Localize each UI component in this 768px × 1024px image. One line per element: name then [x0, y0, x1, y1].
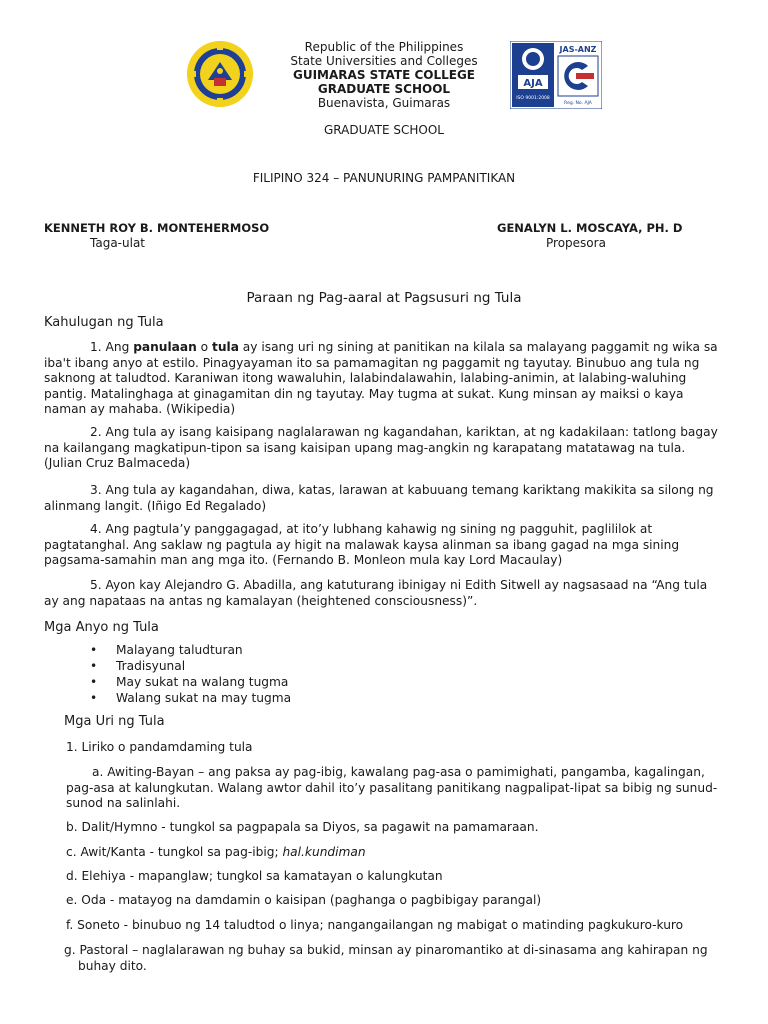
header-college: GUIMARAS STATE COLLEGE: [293, 68, 475, 82]
uri-item-c-example: hal.kundiman: [282, 845, 366, 859]
header-block: [0, 40, 768, 110]
course-title: FILIPINO 324 – PANUNURING PAMPANITIKAN: [252, 171, 516, 185]
definition-1: [44, 340, 724, 418]
list-item: • Malayang taludturan: [90, 642, 291, 658]
list-item: • Tradisyunal: [90, 658, 291, 674]
uri-item-c: [66, 845, 366, 861]
section-heading-anyo: Mga Anyo ng Tula: [44, 620, 159, 635]
header-republic: Republic of the Philippines: [304, 40, 464, 54]
professor-name: GENALYN L. MOSCAYA, PH. D: [497, 221, 683, 235]
uri-item-e: e. Oda - matayog na damdamin o kaisipan (paghanga o pagbibigay parangal): [66, 893, 542, 907]
anyo-list: [90, 642, 291, 706]
uri-item-a-text: a. Awiting-Bayan – ang paksa ay pag-ibig, kawalang pag-asa o pamimighati, pangamba, kagalingan, pag-asa at kalungkutan. Walang awtor dahil ito’y pasalitang panitikang nagpalipat-lipat sa bibig ng sunud-sunod na salinlahi.: [66, 765, 718, 810]
term-panulaan: panulaan: [133, 340, 197, 354]
reporter-role: Taga-ulat: [90, 236, 145, 250]
definition-3-text: 3. Ang tula ay kagandahan, diwa, katas, larawan at kabuuang temang kariktang makikita sa silong ng alinmang langit. (Iñigo Ed Regalado): [44, 483, 714, 513]
department-title: GRADUATE SCHOOL: [324, 123, 444, 137]
uri-liriko: 1. Liriko o pandamdaming tula: [66, 740, 253, 754]
uri-item-b: b. Dalit/Hymno - tungkol sa pagpapala sa Diyos, sa pagawit na pamamaraan.: [66, 820, 539, 834]
definition-1-mid: o: [196, 340, 213, 354]
definition-5: [44, 578, 724, 609]
definition-4: [44, 522, 724, 569]
uri-item-c-text: c. Awit/Kanta - tungkol sa pag-ibig;: [66, 845, 283, 859]
definition-3: [44, 483, 724, 514]
header-graduate-school: GRADUATE SCHOOL: [317, 82, 451, 96]
reporter-name: KENNETH ROY B. MONTEHERMOSO: [44, 221, 270, 235]
definition-2-text: 2. Ang tula ay isang kaisipang naglalarawan ng kagandahan, kariktan, at ng kadakilaan: tatlong bagay na kailangang magkatipun-tipon sa isang kaisipan upang mag-angkin ng karapatang matatawag na tula. (Julian Cruz Balmaceda): [44, 425, 718, 470]
uri-item-f: f. Soneto - binubuo ng 14 taludtod o linya; nangangailangan ng mabigat o matinding pagkukuro-kuro: [66, 918, 684, 932]
certification-logo: [510, 41, 602, 109]
uri-item-a: [66, 765, 722, 812]
cert-iso-text: ISO 9001:2008: [516, 96, 550, 101]
header-address: Buenavista, Guimaras: [317, 96, 451, 110]
uri-item-g: [64, 943, 724, 974]
term-tula: tula: [212, 340, 239, 354]
definition-5-text: 5. Ayon kay Alejandro G. Abadilla, ang katuturang ibinigay ni Edith Sitwell ay nagsasaad na “Ang tula ay ang napataas na antas ng kamalayan (heightened consciousness)”.: [44, 578, 708, 608]
list-item: • Walang sukat na may tugma: [90, 690, 291, 706]
cert-mark-text: AJA: [523, 78, 543, 89]
section-heading-uri: Mga Uri ng Tula: [64, 714, 165, 729]
definition-4-text: 4. Ang pagtula’y panggagagad, at ito’y lubhang kahawig ng sining ng pagguhit, paglililok at pagtatanghal. Ang saklaw ng pagtula ay higit na malawak kaysa alinman sa ibang gagad na mga sining pagsama-samahin man ang mga ito. (Fernando B. Monleon mula kay Lord Macaulay): [44, 522, 680, 567]
definition-2: [44, 425, 724, 472]
professor-role: Propesora: [546, 236, 606, 250]
uri-item-g-text: g. Pastoral – naglalarawan ng buhay sa bukid, minsan ay pinaromantiko at di-sinasama ang kahirapan ng buhay dito.: [64, 943, 708, 973]
list-item: • May sukat na walang tugma: [90, 674, 291, 690]
definition-1-text: ay isang uri ng sining at panitikan na kilala sa malayang paggamit ng wika sa iba't ibang anyo at estilo. Pinagyayaman ito sa pamamagitan ng paggamit ng tayutay. Binubuo ang tula ng saknong at taludtod. Karaniwan itong wawaluhin, lalabindalawahin, lalabing-animin, at lalabing-waluhing pantig. Matalinghaga at ginagamitan din ng tayutay. May tugma at sukat. Kung minsan ay maiksi o kaya naman ay mahaba. (Wikipedia): [44, 340, 718, 416]
definition-1-num: 1. Ang: [90, 340, 134, 354]
document-title: Paraan ng Pag-aaral at Pagsusuri ng Tula: [246, 290, 522, 306]
uri-item-d: d. Elehiya - mapanglaw; tungkol sa kamatayan o kalungkutan: [66, 869, 443, 883]
cert-reg-text: Reg. No. AJA: [564, 101, 592, 106]
section-heading-kahulugan: Kahulugan ng Tula: [44, 315, 164, 330]
header-suc: State Universities and Colleges: [290, 54, 478, 68]
cert-jasanz-text: JAS-ANZ: [559, 45, 597, 54]
